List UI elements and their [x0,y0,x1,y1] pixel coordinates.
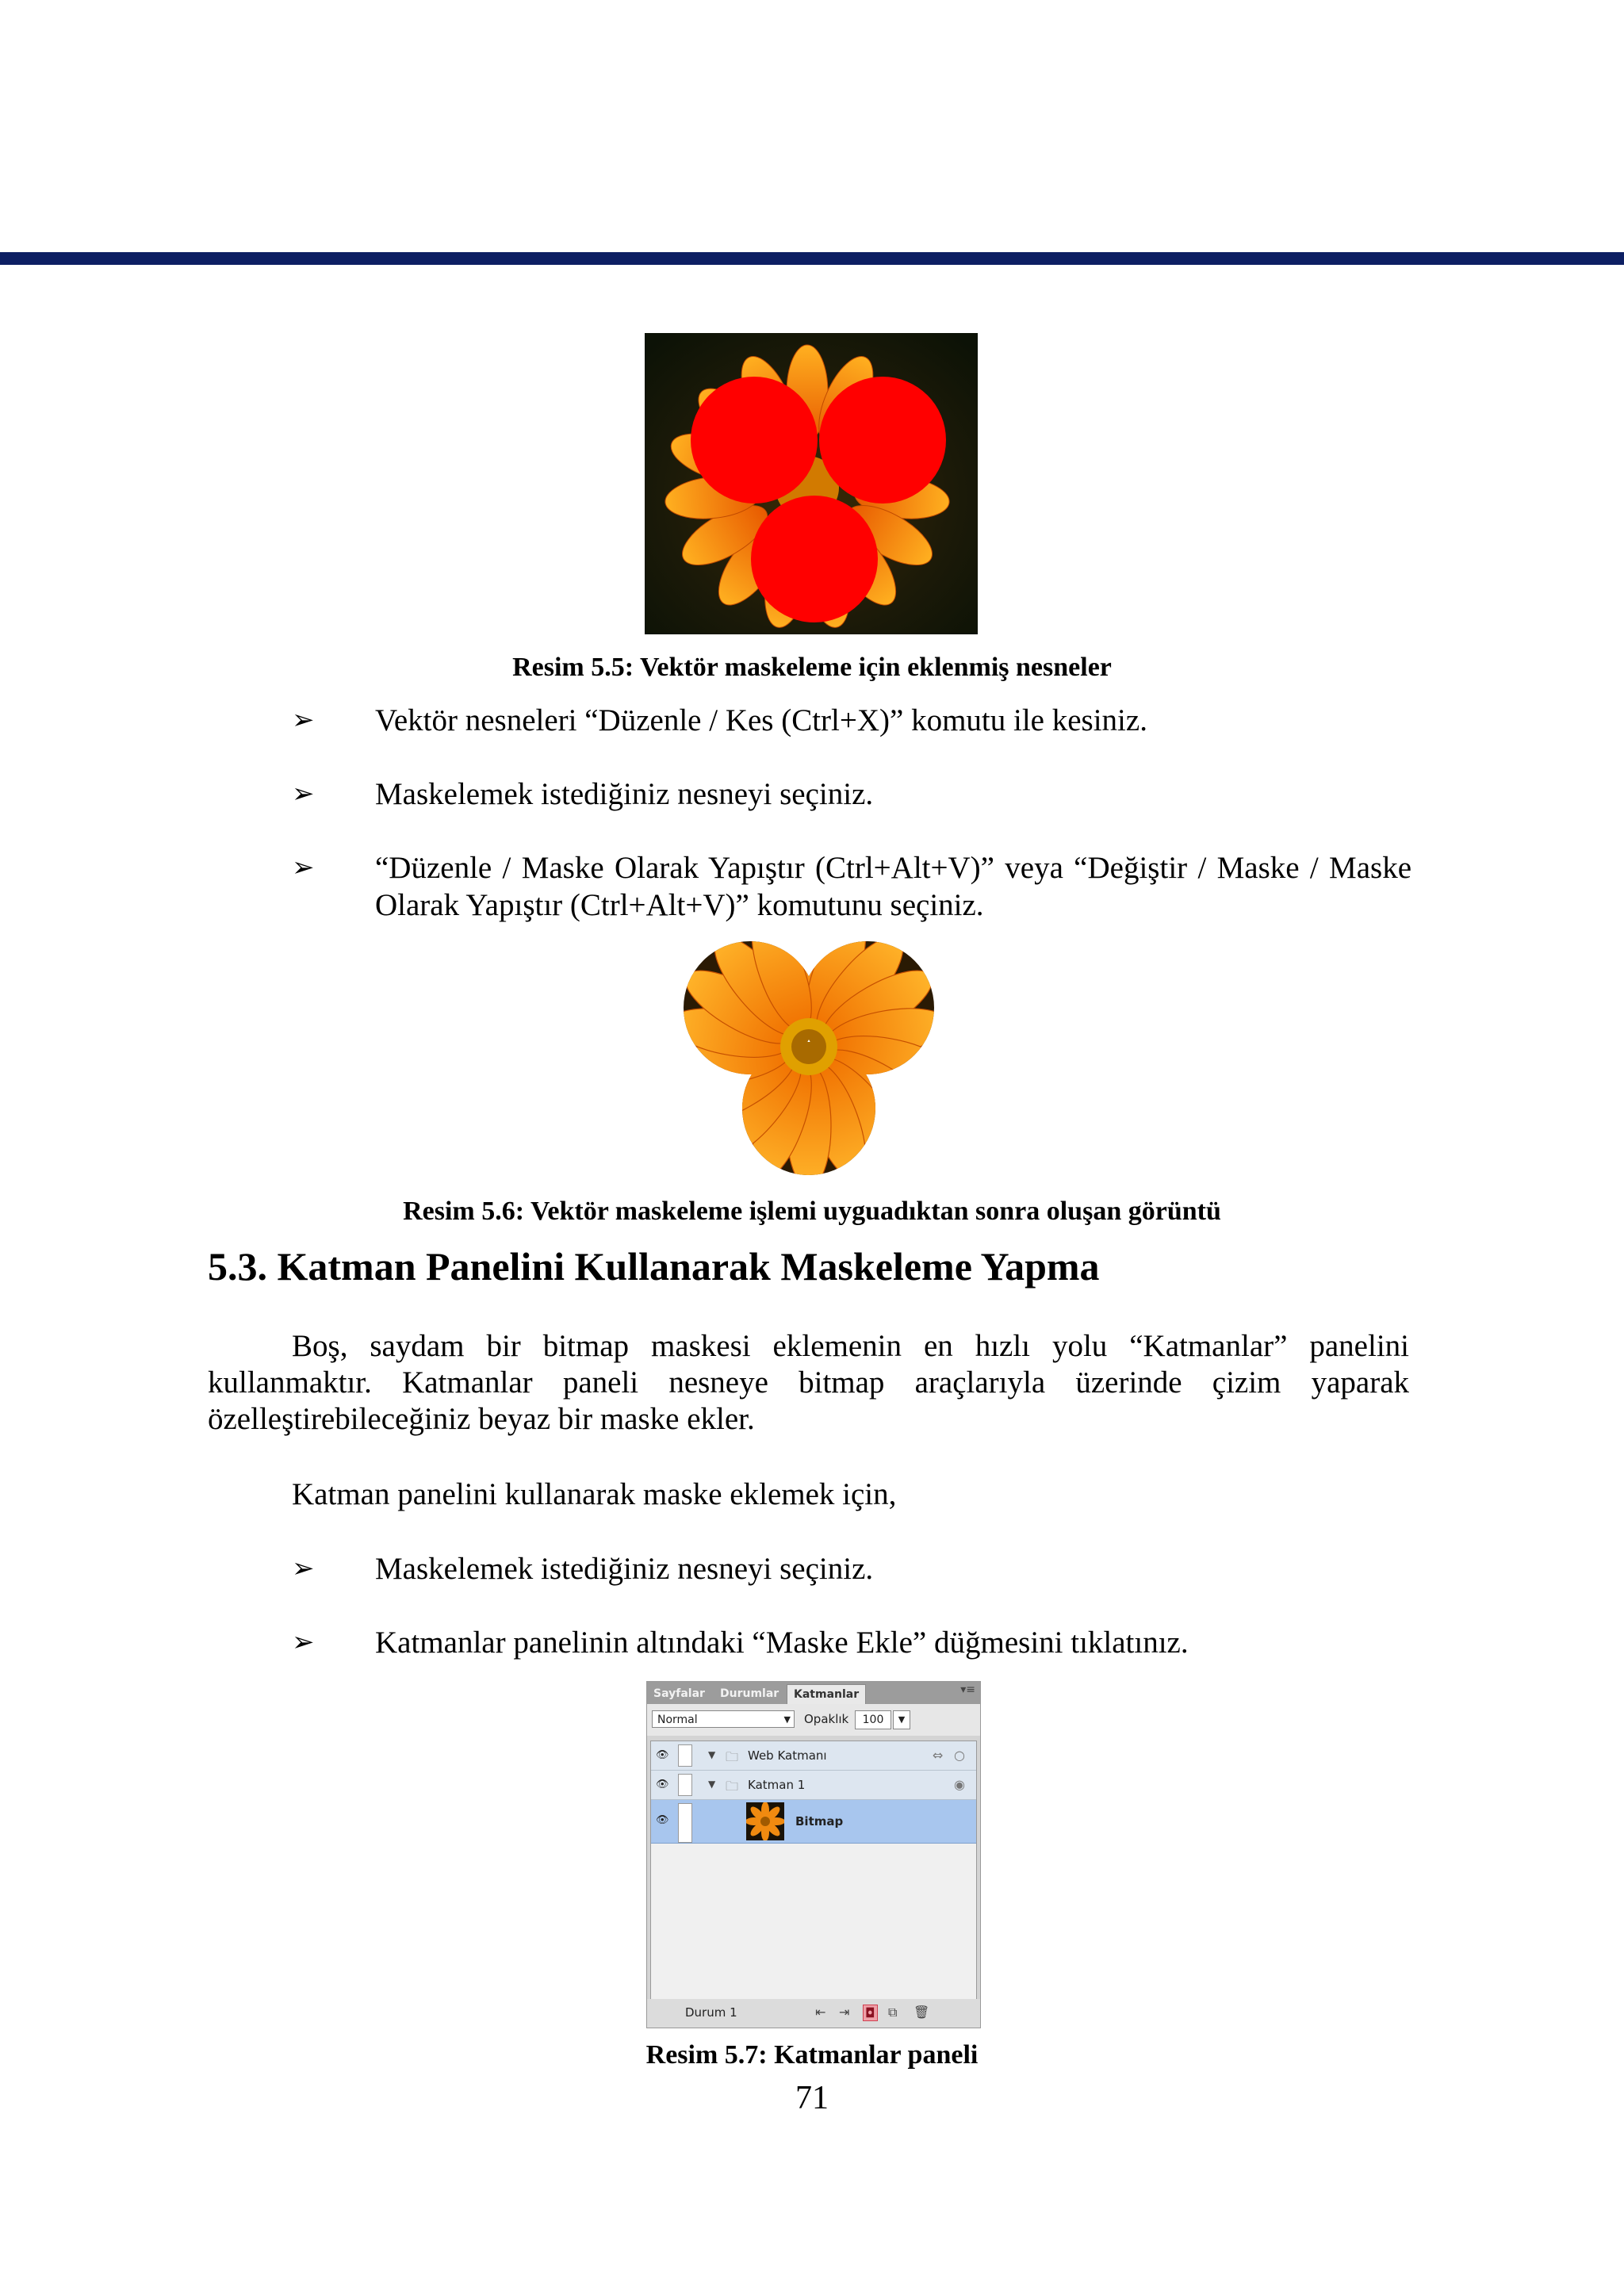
figure-5-7-caption: Resim 5.7: Katmanlar paneli [645,2040,979,2070]
eye-icon[interactable]: 👁 [656,1749,669,1761]
layers-panel [646,1681,981,2028]
lock-toggle[interactable] [678,1744,692,1767]
layer-row-bitmap[interactable]: 👁 Bitmap [651,1800,976,1844]
radio-selected-icon[interactable]: ◉ [954,1777,965,1792]
bullet-arrow-icon: ➢ [292,1553,315,1584]
share-layer-icon[interactable]: ⇤ [815,2005,826,2020]
panel-status-bar [647,1999,980,2028]
figure-masked-result [682,940,937,1178]
bullet-arrow-icon: ➢ [292,852,315,883]
figure-vector-objects [645,333,978,634]
folder-icon: 🗀 [726,1779,739,1794]
add-mask-button[interactable]: ◘ [863,2005,878,2021]
eye-icon[interactable]: 👁 [656,1779,669,1790]
lock-toggle[interactable] [678,1803,692,1843]
tab-layers[interactable]: Katmanlar [787,1684,866,1705]
intro-line: Katman panelini kullanarak maske eklemek için, [292,1477,897,1511]
opacity-input[interactable]: 100 [855,1710,891,1729]
tab-states[interactable]: Durumlar [720,1687,779,1700]
opacity-dropdown-icon[interactable]: ▼ [893,1710,910,1729]
layer-list [650,1740,977,2001]
bullet-arrow-icon: ➢ [292,704,315,736]
radio-icon[interactable]: ○ [954,1748,965,1763]
state-label: Durum 1 [685,2005,737,2020]
expand-triangle-icon[interactable]: ▼ [708,1749,716,1760]
opacity-label: Opaklık [804,1712,849,1726]
panel-tabs [647,1682,980,1704]
layer-row-katman1[interactable]: 👁 ▼ 🗀 Katman 1 ◉ [651,1771,976,1800]
bullet-arrow-icon: ➢ [292,778,315,810]
trash-icon[interactable]: 🗑 [914,2005,930,2020]
new-layer-icon[interactable]: ⧉ [888,2005,898,2020]
body-paragraph: Boş, saydam bir bitmap maskesi eklemenin en hızlı yolu “Katmanlar” panelini kullanmaktır. Katmanlar paneli nesneye bitmap araçlarıyla üzerinde çizim yaparak özelleştirebileceğiniz beyaz bir maske ekler. [208,1329,1409,1436]
blend-mode-select[interactable]: Normal ▼ [652,1710,795,1728]
panel-menu-icon[interactable]: ▾≡ [960,1683,975,1696]
header-rule [0,252,1624,265]
section-heading: 5.3. Katman Panelini Kullanarak Maskeleme Yapma [208,1244,1100,1289]
figure-5-5-caption: Resim 5.5: Vektör maskeleme için eklenmiş nesneler [512,653,1112,682]
chevron-down-icon: ▼ [783,1714,791,1725]
folder-icon: 🗀 [726,1749,739,1764]
tab-pages[interactable]: Sayfalar [653,1687,705,1700]
bullet-arrow-icon: ➢ [292,1626,315,1658]
figure-5-6-caption: Resim 5.6: Vektör maskeleme işlemi uyguadıktan sonra oluşan görüntü [403,1197,1221,1226]
web-layer-icon: ⇔ [933,1748,944,1763]
expand-triangle-icon[interactable]: ▼ [708,1779,716,1790]
lock-toggle[interactable] [678,1774,692,1796]
page-number: 71 [795,2080,829,2116]
new-sublayer-icon[interactable]: ⇥ [839,2005,850,2020]
bitmap-thumbnail [746,1802,784,1840]
layer-controls [647,1704,980,1736]
layer-row-web[interactable]: 👁 ▼ 🗀 Web Katmanı ⇔ ○ [651,1741,976,1771]
eye-icon[interactable]: 👁 [656,1814,669,1826]
